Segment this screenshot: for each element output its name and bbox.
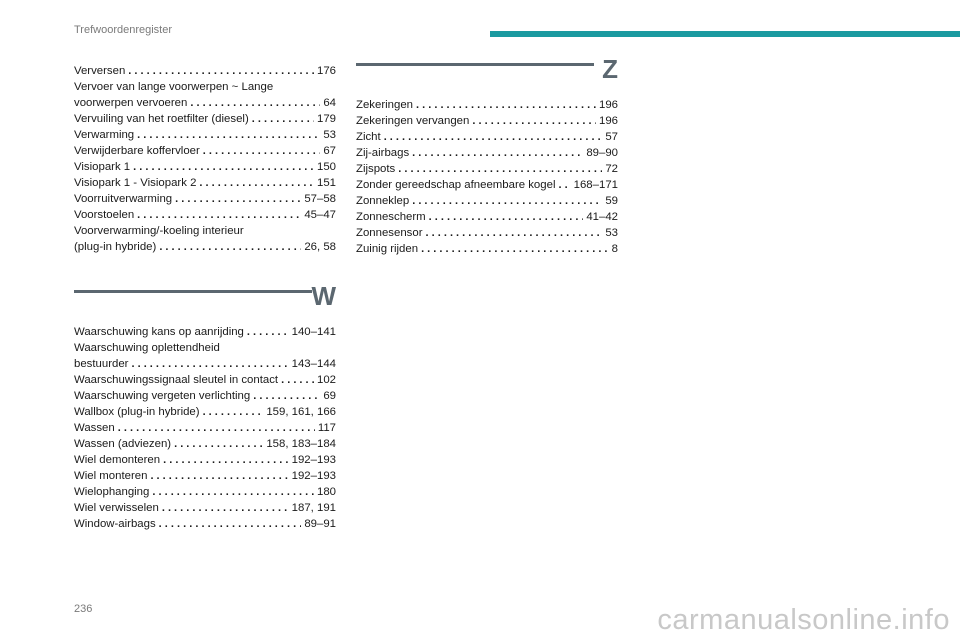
dot-leader	[150, 468, 288, 484]
index-entry	[74, 420, 336, 436]
index-entry-pages[interactable]: 117	[317, 422, 336, 434]
index-entry-pages[interactable]: 57–58	[304, 193, 336, 205]
dot-leader	[421, 241, 609, 257]
index-entry	[74, 452, 336, 468]
index-entry	[356, 193, 618, 209]
index-entry	[74, 239, 336, 255]
section-w-entries	[74, 324, 336, 532]
dot-leader	[163, 452, 289, 468]
index-entry	[74, 191, 336, 207]
index-entry-label: Zij-airbags	[356, 147, 410, 159]
index-entry	[74, 63, 336, 79]
index-section-z	[356, 54, 618, 257]
index-entry-label: Zijspots	[356, 163, 396, 175]
index-entry	[74, 468, 336, 484]
index-entry-prefix: Vervoer van lange voorwerpen ~ Lange	[74, 81, 274, 93]
index-entry	[74, 356, 336, 372]
index-entry-pages[interactable]: 196	[598, 115, 618, 127]
dot-leader	[162, 500, 289, 516]
index-entry-pages[interactable]: 67	[323, 145, 336, 157]
index-entry-prefix: Waarschuwing oplettendheid	[74, 342, 220, 354]
dot-leader	[137, 127, 320, 143]
index-entry	[356, 241, 618, 257]
index-entry-label: Visiopark 1	[74, 161, 131, 173]
dot-leader	[558, 177, 570, 193]
index-entry	[356, 177, 618, 193]
dot-leader	[118, 420, 315, 436]
dot-leader	[252, 111, 314, 127]
dot-leader	[203, 143, 321, 159]
dot-leader	[412, 145, 583, 161]
index-entry	[74, 324, 336, 340]
index-entry-label: Waarschuwing kans op aanrijding	[74, 326, 244, 338]
index-entry	[356, 145, 618, 161]
index-entry-label: (plug-in hybride)	[74, 241, 157, 253]
dot-leader	[412, 193, 602, 209]
index-entry	[74, 484, 336, 500]
index-entry-pages[interactable]: 89–91	[304, 518, 336, 530]
index-entry	[74, 159, 336, 175]
index-entry-prefix: Voorverwarming/-koeling interieur	[74, 225, 244, 237]
dot-leader	[429, 209, 584, 225]
index-entry	[356, 113, 618, 129]
dot-leader	[253, 388, 320, 404]
watermark: carmanualsonline.info	[657, 604, 950, 636]
index-entry-label: bestuurder	[74, 358, 129, 370]
index-entry-label: Waarschuwingssignaal sleutel in contact	[74, 374, 279, 386]
index-entry-label: Zonder gereedschap afneembare kogel	[356, 179, 556, 191]
index-entry-label: Verwijderbare koffervloer	[74, 145, 200, 157]
index-entry-label: Zekeringen vervangen	[356, 115, 470, 127]
index-entry-label: Wiel verwisselen	[74, 502, 159, 514]
index-entry-pages[interactable]: 57	[605, 131, 618, 143]
index-entry-pages[interactable]: 41–42	[586, 211, 618, 223]
index-entry	[74, 207, 336, 223]
index-entry-label: Wiel demonteren	[74, 454, 161, 466]
index-entry-label: Voorruitverwarming	[74, 193, 173, 205]
section-z-entries	[356, 97, 618, 257]
section-header-w	[74, 281, 336, 324]
index-entry-label: Wallbox (plug-in hybride)	[74, 406, 200, 418]
index-entry-pages[interactable]: 179	[316, 113, 336, 125]
index-entry-label: Wiel monteren	[74, 470, 148, 482]
index-entry	[74, 127, 336, 143]
index-entry-label: Voorstoelen	[74, 209, 135, 221]
index-entry-pages[interactable]: 180	[316, 486, 336, 498]
index-entry-pages[interactable]: 64	[323, 97, 336, 109]
index-entry	[74, 436, 336, 452]
index-entry-pages[interactable]: 59	[605, 195, 618, 207]
index-entry-pages[interactable]: 150	[316, 161, 336, 173]
index-entry	[356, 97, 618, 113]
index-entry	[74, 372, 336, 388]
dot-leader	[384, 129, 603, 145]
page-number: 236	[74, 603, 93, 615]
dot-leader	[203, 404, 264, 420]
dot-leader	[199, 175, 314, 191]
index-entry-label: Wassen	[74, 422, 115, 434]
index-entry-pages[interactable]: 192–193	[291, 470, 336, 482]
dot-leader	[128, 63, 314, 79]
dot-leader	[159, 239, 301, 255]
index-entry-pages[interactable]: 176	[316, 65, 336, 77]
index-entry-pages[interactable]: 196	[598, 99, 618, 111]
index-entry	[356, 225, 618, 241]
dot-leader	[472, 113, 596, 129]
index-entry	[74, 111, 336, 127]
dot-leader	[281, 372, 314, 388]
index-entry-pages[interactable]: 140–141	[291, 326, 336, 338]
index-entry-pages[interactable]: 8	[611, 243, 618, 255]
index-entry-label: Window-airbags	[74, 518, 156, 530]
dot-leader	[133, 159, 314, 175]
page-header-title: Trefwoordenregister	[74, 24, 173, 36]
index-entry-label: Wielophanging	[74, 486, 150, 498]
index-entry-pages[interactable]: 45–47	[304, 209, 336, 221]
section-letter-w: W	[311, 281, 336, 311]
header-accent-bar	[490, 31, 960, 37]
index-entry	[74, 143, 336, 159]
index-entry-pages[interactable]: 187, 191	[291, 502, 336, 514]
index-entry-pages[interactable]: 102	[316, 374, 336, 386]
index-entry-pages[interactable]: 72	[605, 163, 618, 175]
dot-leader	[159, 516, 302, 532]
dot-leader	[175, 191, 301, 207]
index-entry-label: Zicht	[356, 131, 381, 143]
index-entry-label: Wassen (adviezen)	[74, 438, 172, 450]
index-entry-label: Zonneklep	[356, 195, 410, 207]
dot-leader	[426, 225, 603, 241]
index-entry-pages[interactable]: 159, 161, 166	[266, 406, 336, 418]
section-letter-z: Z	[602, 54, 618, 84]
index-entry-label: Zekeringen	[356, 99, 413, 111]
index-entry-pages[interactable]: 158, 183–184	[266, 438, 336, 450]
index-entry	[356, 129, 618, 145]
index-entry-pages[interactable]: 26, 58	[304, 241, 336, 253]
index-entry-label: Verwarming	[74, 129, 135, 141]
index-entry-pages[interactable]: 151	[316, 177, 336, 189]
index-section-v	[74, 63, 336, 255]
dot-leader	[174, 436, 263, 452]
section-header-z	[356, 54, 618, 97]
index-entry-pages[interactable]: 192–193	[291, 454, 336, 466]
dot-leader	[398, 161, 602, 177]
index-entry-label: Visiopark 1 - Visiopark 2	[74, 177, 197, 189]
section-rule	[74, 290, 312, 293]
index-entry	[356, 209, 618, 225]
dot-leader	[247, 324, 289, 340]
index-entry-pages[interactable]: 89–90	[586, 147, 618, 159]
index-entry	[74, 95, 336, 111]
index-entry-label: Verversen	[74, 65, 126, 77]
index-entry-pages[interactable]: 69	[323, 390, 336, 402]
index-section-w	[74, 281, 336, 532]
index-entry	[74, 388, 336, 404]
section-rule	[356, 63, 594, 66]
index-entry-pages[interactable]: 143–144	[291, 358, 336, 370]
index-entry	[74, 175, 336, 191]
index-entry-label: Zonnesensor	[356, 227, 423, 239]
index-entry	[356, 161, 618, 177]
index-entry-label: voorwerpen vervoeren	[74, 97, 188, 109]
dot-leader	[131, 356, 288, 372]
index-entry-pages[interactable]: 53	[605, 227, 618, 239]
index-entry-pages[interactable]: 168–171	[573, 179, 618, 191]
index-entry-label: Zonnescherm	[356, 211, 426, 223]
index-entry-pages[interactable]: 53	[323, 129, 336, 141]
index-entry	[74, 516, 336, 532]
dot-leader	[416, 97, 596, 113]
dot-leader	[137, 207, 301, 223]
dot-leader	[152, 484, 314, 500]
index-entry-label: Vervuiling van het roetfilter (diesel)	[74, 113, 249, 125]
dot-leader	[190, 95, 320, 111]
index-entry-label: Zuinig rijden	[356, 243, 419, 255]
index-entry	[74, 500, 336, 516]
index-entry	[74, 404, 336, 420]
index-entry-label: Waarschuwing vergeten verlichting	[74, 390, 251, 402]
